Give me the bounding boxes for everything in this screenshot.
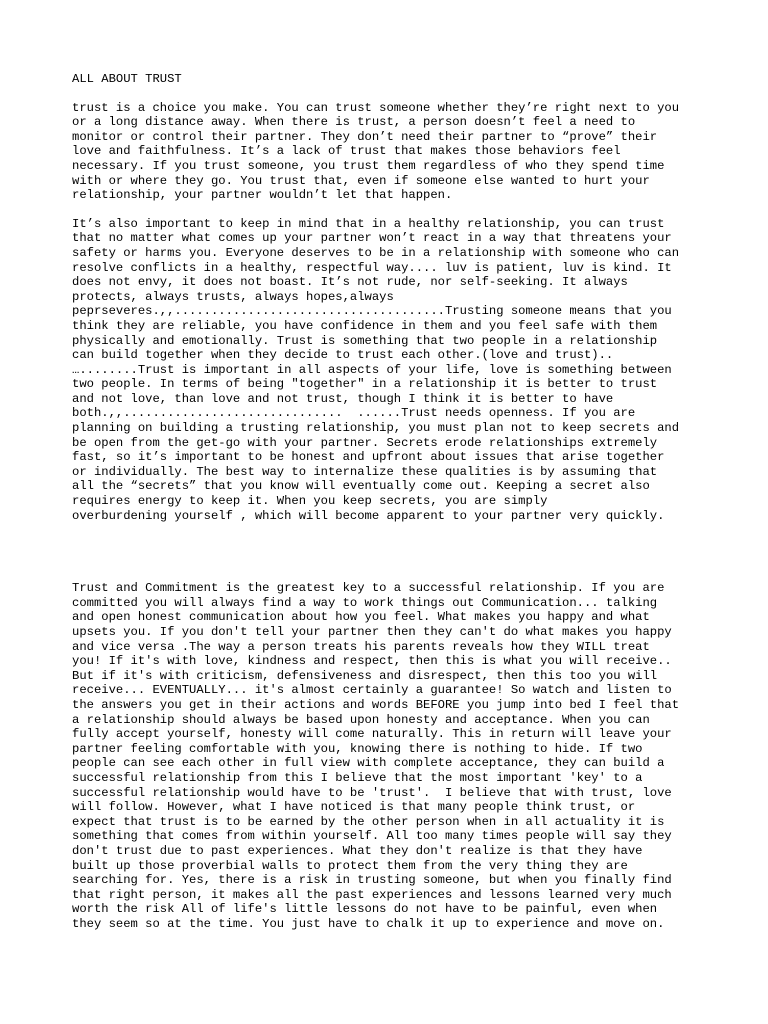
spacer (72, 87, 712, 101)
paragraph-1: trust is a choice you make. You can trust someone whether they’re right next to you or a long distance away. When there is trust, a person doesn’t feel a need to monitor or control their partner. They don’t need their partner to “prove” their love and faithfulness. It’s a lack of trust that makes those behaviors feel necessary. If you trust someone, you trust them regardless of who they spend time with or where they go. You trust that, even if someone else wanted to hurt your relationship, your partner wouldn’t let that happen. (72, 100, 680, 203)
paragraph-3: Trust and Commitment is the greatest key to a successful relationship. If you are committed you will always find a way to work things out Communication... talking and open honest communication about how you feel. What makes you happy and what upsets you. If you don't tell your partner then they can't do what makes you happy and vice versa .The way a person treats his parents reveals how they WILL treat you! If it's with love, kindness and respect, then this is what you will receive.. But if it's with criticism, defensiveness and disrespect, then this too you will receive... EVENTUALLY... it's almost certainly a guarantee! So watch and listen to the answers you get in their actions and words BEFORE you jump into bed I feel that a relationship should always be based upon honesty and acceptance. When you can fully accept yourself, honesty will come naturally. This in return will leave your partner feeling comfortable with you, knowing there is nothing to hide. If two people can see each other in full view with complete acceptance, they can build a successful relationship from this I believe that the most important 'key' to a successful relationship would have to be 'trust'. I believe that with trust, love will follow. However, what I have noticed is that many people think trust, or expect that trust is to be earned by the other person when in all actuality it is something that comes from within yourself. All too many times people will say they don't trust due to past experiences. What they don't realize is that they have built up those proverbial walls to protect them from the very thing they are searching for. Yes, there is a risk in trusting someone, but when you finally find that right person, it makes all the past experiences and lessons learned very much worth the risk All of life's little lessons do not have to be painful, even when they seem so at the time. You just have to chalk it up to experience and move on. (72, 581, 680, 931)
document-page (72, 64, 712, 931)
spacer (72, 523, 712, 581)
spacer (72, 203, 712, 217)
paragraph-2: It’s also important to keep in mind that in a healthy relationship, you can trust that no matter what comes up your partner won’t react in a way that threatens your safety or harms you. Everyone deserves to be in a relationship with someone who can resolve conflicts in a healthy, respectful way.... luv is patient, luv is kind. It does not envy, it does not boast. It’s not rude, nor self-seeking. It always protects, always trusts, always hopes,always peprseveres.,,.....................................Trusting someone means that you think they are reliable, you have confidence in them and you feel safe with them physically and emotionally. Trust is something that two people in a relationship can build together when they decide to trust each other.(love and trust).. …........Trust is important in all aspects of your life, love is something between two people. In terms of being "together" in a relationship it is better to trust and not love, than love and not trust, though I think it is better to have both.,,.............................. ......Trust needs openness. If you are planning on building a trusting relationship, you must plan not to keep secrets and be open from the get-go with your partner. Secrets erode relationships extremely fast, so it’s important to be honest and upfront about issues that arise together or individually. The best way to internalize these qualities is by assuming that all the “secrets” that you know will eventually come out. Keeping a secret also requires energy to keep it. When you keep secrets, you are simply overburdening yourself , which will become apparent to your partner very quickly. (72, 216, 680, 523)
document-title: ALL ABOUT TRUST (72, 72, 182, 86)
